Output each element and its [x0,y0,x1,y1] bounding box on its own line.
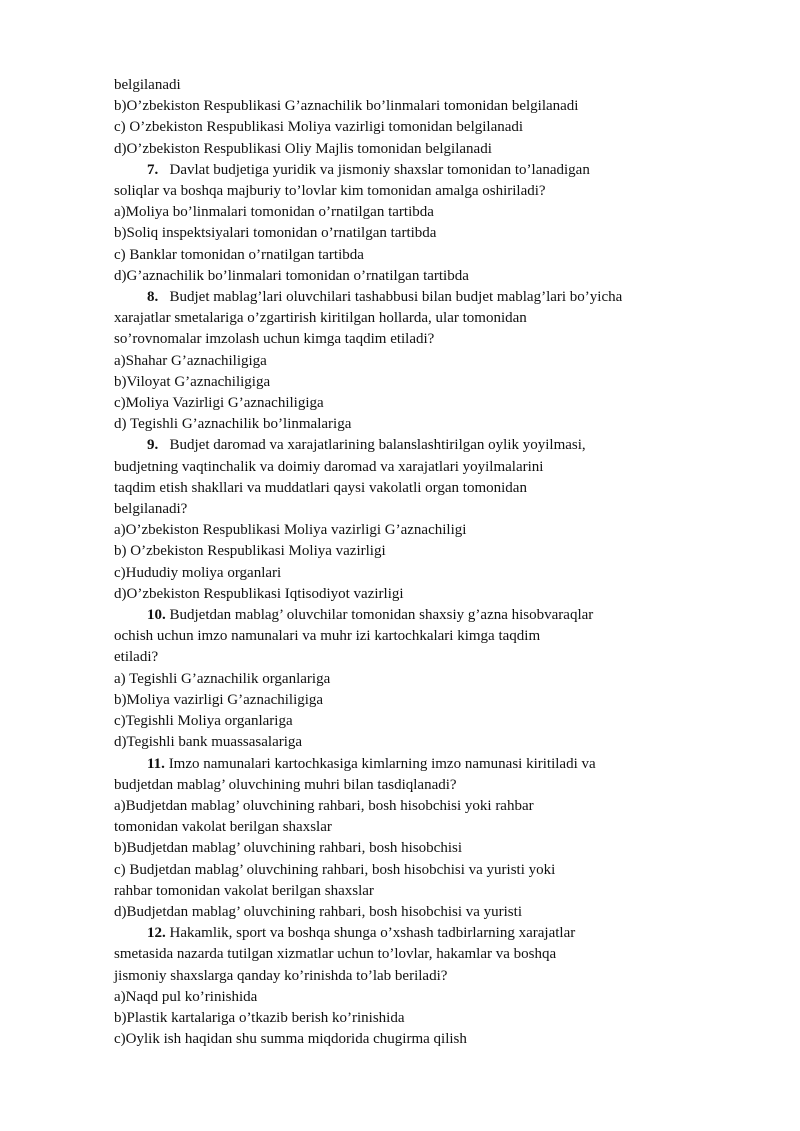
question-line [114,160,674,181]
text-line: d)Budjetdan mablag’ oluvchining rahbari, bosh hisobchisi va yuristi [114,903,522,920]
text-line: a)Naqd pul ko’rinishida [114,988,258,1005]
text-line: b)Moliya vazirligi G’aznachiligiga [114,691,324,708]
text-line: c)Hududiy moliya organlari [114,564,282,581]
text-line: a)Moliya bo’linmalari tomonidan o’rnatilgan tartibda [114,204,434,221]
text-line: c) Banklar tomonidan o’rnatilgan tartibda [114,246,364,263]
question-number: 7. [147,161,159,178]
text-line: b)Plastik kartalariga o’tkazib berish ko’rinishida [114,1009,405,1026]
question-line [114,435,674,456]
question-number: 8. [147,289,159,306]
question-text: Budjet mablag’lari oluvchilari tashabbusi bilan budjet mablag’lari bo’yicha [169,289,623,306]
text-line: rahbar tomonidan vakolat berilgan shaxslar [114,882,374,899]
text-line: taqdim etish shakllari va muddatlari qaysi vakolatli organ tomonidan [114,479,527,496]
text-line: a)Budjetdan mablag’ oluvchining rahbari, bosh hisobchisi yoki rahbar [114,797,534,814]
text-line: belgilanadi [114,77,181,93]
question-line [114,923,674,944]
question-number: 11. [147,755,165,772]
question-text: Imzo namunalari kartochkasiga kimlarning imzo namunasi kiritiladi va [168,755,596,772]
text-line: d) Tegishli G’aznachilik bo’linmalariga [114,416,352,433]
text-line: smetasida nazarda tutilgan xizmatlar uchun to’lovlar, hakamlar va boshqa [114,946,557,963]
text-line: c) O’zbekiston Respublikasi Moliya vazirligi tomonidan belgilanadi [114,119,524,136]
question-line [114,287,674,308]
text-line: b) O’zbekiston Respublikasi Moliya vazirligi [114,543,386,560]
text-line: belgilanadi? [114,501,188,518]
question-line [114,754,674,775]
question-text: Hakamlik, sport va boshqa shunga o’xshash tadbirlarning xarajatlar [169,925,576,942]
text-line: ochish uchun imzo namunalari va muhr izi kartochkalari kimga taqdim [114,628,541,645]
text-line: a)O’zbekiston Respublikasi Moliya vazirligi G’aznachiligi [114,522,467,539]
question-text: Davlat budjetiga yuridik va jismoniy shaxslar tomonidan to’lanadigan [169,161,590,178]
question-number: 9. [147,437,159,454]
question-number: 10. [147,607,166,624]
text-line: d)O’zbekiston Respublikasi Iqtisodiyot vazirligi [114,585,404,602]
text-line: soliqlar va boshqa majburiy to’lovlar kim tomonidan amalga oshiriladi? [114,183,546,200]
text-line: b)Budjetdan mablag’ oluvchining rahbari, bosh hisobchisi [114,840,462,857]
text-line: etiladi? [114,649,159,666]
text-line: d)O’zbekiston Respublikasi Oliy Majlis tomonidan belgilanadi [114,140,492,157]
question-line [114,605,674,626]
page-content [114,75,674,1050]
text-line: so’rovnomalar imzolash uchun kimga taqdim etiladi? [114,331,435,348]
text-line: d)G’aznachilik bo’linmalari tomonidan o’rnatilgan tartibda [114,267,469,284]
text-line: tomonidan vakolat berilgan shaxslar [114,819,332,836]
text-line: budjetning vaqtinchalik va doimiy daromad va xarajatlari yoyilmalarini [114,458,544,475]
text-line: a)Shahar G’aznachiligiga [114,352,267,369]
question-text: Budjetdan mablag’ oluvchilar tomonidan shaxsiy g’azna hisobvaraqlar [169,607,594,624]
text-line: c)Tegishli Moliya organlariga [114,713,293,730]
text-line: c)Oylik ish haqidan shu summa miqdorida chugirma qilish [114,1031,467,1048]
text-line: jismoniy shaxslarga qanday ko’rinishda to’lab beriladi? [114,967,448,984]
text-line: d)Tegishli bank muassasalariga [114,734,303,751]
text-line: b)Viloyat G’aznachiligiga [114,373,271,390]
text-line: b)O’zbekiston Respublikasi G’aznachilik bo’linmalari tomonidan belgilanadi [114,98,579,115]
text-line: b)Soliq inspektsiyalari tomonidan o’rnatilgan tartibda [114,225,437,242]
text-line: a) Tegishli G’aznachilik organlariga [114,670,331,687]
question-number: 12. [147,925,166,942]
text-line: c) Budjetdan mablag’ oluvchining rahbari, bosh hisobchisi va yuristi yoki [114,861,556,878]
text-line: c)Moliya Vazirligi G’aznachiligiga [114,395,324,412]
text-line: xarajatlar smetalariga o’zgartirish kiritilgan hollarda, ular tomonidan [114,310,527,327]
question-text: Budjet daromad va xarajatlarining balanslashtirilgan oylik yoyilmasi, [169,437,586,454]
text-line: budjetdan mablag’ oluvchining muhri bilan tasdiqlanadi? [114,776,457,793]
